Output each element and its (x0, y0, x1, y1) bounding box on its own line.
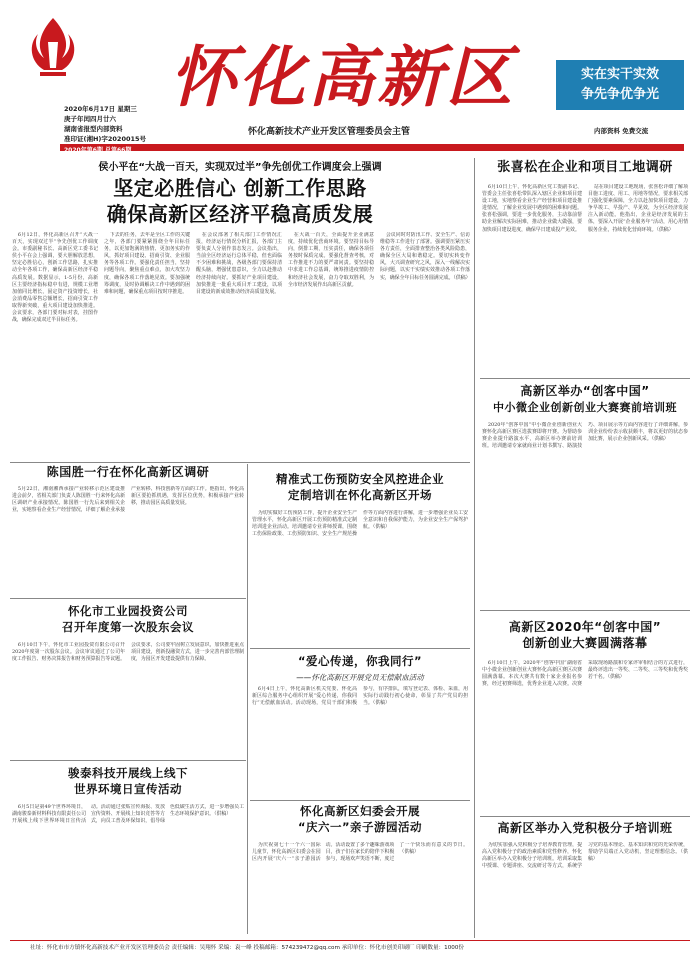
col-f-text-p: 为庆祝第七十一个六一国际儿童节，怀化高新区妇委会在园区内开展“庆六一”亲子游园活动。活动设置了多个趣味游戏项目，孩子们在家长的陪伴下积极参与，现场欢声笑语不断，度过了一个快乐而有意义的节日。（供稿） (252, 842, 468, 863)
masthead-title: 怀化高新区 (170, 38, 515, 116)
masthead-internal: 湖南省报型内部资料 (64, 125, 123, 133)
lead-headline-2: 确保高新区经济平稳高质发展 (106, 202, 374, 226)
col-a-text-p: 5月22日，湘南湘西承接产业转移示范区建设推进会前夕，省相关部门负责人陈国胜一行来怀化高新区调研产业承接情况。陈国胜一行先后来到相关企业，实地察看企业生产经营情况，详细了解企业承接产业转移、科技创新等方面的工作。他指出，怀化高新区要抢抓机遇，发挥区位优势，积极承接产业转移，推动园区高质量发展。 (12, 486, 244, 514)
right-bottom-text (482, 842, 688, 938)
right-divider-2 (480, 610, 690, 611)
col-e-text (12, 804, 244, 934)
mid-divider-v1 (247, 464, 248, 934)
flame-logo-icon (18, 12, 88, 84)
col-b-headline-1: 精准式工伤预防安全风控进企业 (276, 472, 444, 486)
masthead-permit: 准印证(湘H)字2020015号 (64, 135, 147, 143)
col-f-divider (250, 800, 470, 801)
col-d-subheadline: ——怀化高新区开展党员无偿献血活动 (296, 673, 424, 682)
col-b-text-p: 为切实做好工伤预防工作，提升企业安全生产管理水平，怀化高新区开展工伤预防精准式定制培训进企业活动。培训邀请专业讲师授课，围绕工伤保险政策、工伤预防知识、安全生产规范操作等方面内容进行讲解，进一步增强企业员工安全意识和自我保护能力，为企业安全生产保驾护航。（供稿） (252, 510, 468, 538)
masthead-date: 2020年6月17日 星期三 (64, 105, 137, 113)
masthead-red-bar (60, 144, 684, 151)
col-d-text (252, 686, 468, 796)
right-divider-1 (480, 378, 690, 379)
col-c-text-p: 6月10日下午，怀化市工业园投资有限公司召开2020年度第一次股东会议。会议审议通过了公司年度工作报告、财务决算报告和财务预算报告等议题。会议要求，公司要牢固树立发展意识，加快推进重点项目建设，创新投融资方式，进一步完善内部管理制度，为园区开发建设提供有力保障。 (12, 642, 244, 663)
right-top-col-2 (588, 184, 688, 374)
col-c-headline-2: 召开年度第一次股东会议 (62, 620, 194, 634)
mid-divider-top (10, 462, 470, 463)
footer-text: 社址：怀化市市方镇怀化高新技术产业开发区管理委员会 责任编辑：吴翔怀 采编：袁一峰 投稿邮箱：574239472@qq.com 承印单位：怀化市创美印刷厂 印刷数量：1000份 (30, 945, 464, 951)
logo (18, 12, 88, 84)
col-d-text-p: 6月4日上午，怀化高新区机关党委、怀化高新区综合服务中心组织开展“爱心传递，你我同行”无偿献血活动。活动现场，党员干部们积极参与，有序排队，填写登记表、体检、采血，用实际行动践行初心使命，彰显了共产党员的担当。（供稿） (252, 686, 468, 707)
slogan-box (556, 60, 684, 110)
lead-col-5-text: 会议同时对防汛工作、安全生产、信访维稳等工作进行了部署。强调要压紧压实各方责任，全面排查整治各类风险隐患，确保全区大局和谐稳定。要切实转变作风，大兴调查研究之风，深入一线解决实际问题，以实干实绩实效推动各项工作落实，确保全年目标任务圆满完成。（供稿） (380, 232, 470, 281)
right-mid-text-p: 2020年“创客中国”中小微企业创新创业大赛怀化高新区赛区选拔赛即将开赛。为帮助参赛企业提升路演水平，高新区举办赛前培训班。培训邀请专家就商业计划书撰写、路演技巧、项目展示等方面内容进行了详细讲解，参训企业纷纷表示收获颇丰，将以更好的状态参加比赛，展示企业创新风采。（供稿） (482, 422, 688, 450)
right-mid-text (482, 422, 688, 602)
right-bottom-text-p: 为切实加强入党积极分子培养教育管理，提高入党积极分子的政治素质和党性修养，怀化高新区举办入党积极分子培训班。培训采取集中授课、专题讲座、交流研讨等方式，系统学习党的基本理论、基本知识和党的光荣传统，帮助学员端正入党动机，坚定理想信念。（供稿） (482, 842, 688, 870)
lead-col-2 (104, 232, 190, 464)
lead-col-4-text: 在大战一百天，全面提升企业满意度，持续优化营商环境。要坚持目标导向，倒排工期，压实责任，确保各项任务按时保质完成。要强化督查考核，对工作推进不力的要严肃问责。要坚持稳中求进工作总基调，统筹推进疫情防控和经济社会发展，奋力夺取双胜利，为全市经济发展作出高新区贡献。 (288, 232, 374, 288)
lead-headline-1: 坚定必胜信心 创新工作思路 (113, 176, 367, 200)
masthead-sponsor: 怀化高新技术产业开发区管理委员会主管 (248, 127, 411, 137)
right-divider-3 (480, 816, 690, 817)
right-low-text (482, 660, 688, 810)
slogan-line-1: 实在实干实效 (580, 67, 659, 82)
lead-kicker: 侯小平在“大战一百天，实现双过半”争先创优工作调度会上强调 (98, 162, 382, 173)
footer-rule (10, 940, 690, 941)
col-f-text (252, 842, 468, 934)
col-b-headline-2: 定制培训在怀化高新区开场 (288, 488, 432, 502)
col-c-headline-1: 怀化市工业园投资公司 (68, 604, 188, 618)
col-e-headline-2: 世界环境日宣传活动 (74, 782, 182, 796)
right-bottom-headline: 高新区举办入党积极分子培训班 (497, 821, 673, 835)
col-d-divider (250, 648, 470, 649)
col-f-headline-2: “庆六一”亲子游园活动 (297, 820, 423, 834)
right-low-headline-2: 创新创业大赛圆满落幕 (522, 636, 648, 650)
slogan-line-2: 争先争优争光 (580, 87, 659, 102)
right-low-text-p: 6月10日上午，2020年“创客中国”湖南省中小微企业创新创业大赛怀化高新区赛区决赛圆满落幕。本次大赛共有数十家企业报名参赛，经过初赛筛选，优秀企业进入决赛。决赛采取现场路演和专家评审相结合的方式进行，最终评选出一等奖、二等奖、三等奖和优秀奖若干名。（供稿） (482, 660, 688, 688)
masthead-note: 内部资料 免费交流 (594, 127, 649, 135)
lead-col-1 (12, 232, 98, 464)
col-e-headline-1: 骏泰科技开展线上线下 (68, 766, 188, 780)
lead-col-4 (288, 232, 374, 464)
masthead-issue: 2020年第6期 总第66期 (64, 147, 132, 154)
lead-col-1-text: 6月12日，怀化高新区召开“大战一百天，实现双过半”争先创优工作调度会。市委副秘书长、高新区党工委书记侯小平在会上强调，要大胆解放思想，坚定必胜信心，创新工作思路，扎实推动全年各项工作，确保高新区经济平稳高质发展。数据显示，1-5月份，高新区主要经济指标稳中有进，规模工业增加值同比增长，固定资产投资增长，社会消费品零售总额增长，招商引资工作取得新突破，重大项目建设加快推进。会议要求，各部门要对标对表，挂图作战，确保完成双过半目标任务。 (12, 232, 98, 324)
right-top-col-2-text: 站在项目建设工地现场，张喜松详细了解项目施工进度、用工、用地等情况，要求相关部门强化要素保障，全力以赴加快项目建设，力争早竣工、早投产、早见效，为全区经济发展注入新动能。他指出，企业是经济发展的主体，要深入开展“企业服务年”活动，用心用情服务企业，持续优化营商环境。（供稿） (588, 184, 688, 233)
lead-col-3 (196, 232, 282, 464)
lead-col-3-text: 在会议部署了相关部门工作情况汇报，经济运行情况分析汇报，各部门主要负责人分别作表态发言。会议指出，当前全区经济运行总体平稳，但也面临不少困难和挑战，各级各部门要保持清醒头脑，增强忧患意识，全力以赴推动经济持续向好。要抓好产业项目建设，加快推进一批重大项目开工建设，以项目建设的新成效推动经济高质量发展。 (196, 232, 282, 295)
lead-col-2-text: 下去的任务，去年是全区工作的关键之年，各部门要紧紧围绕全年目标任务，以更加饱满的热情、更加务实的作风，抓好项目建设、招商引资、企业服务等各项工作。要强化责任担当，坚持问题导向，聚焦重点难点，加大攻坚力度，确保各项工作落地见效。要加强统筹调度，及时协调解决工作中遇到的困难和问题，确保重点项目按时序推进。 (104, 232, 190, 295)
col-e-divider (10, 760, 246, 761)
right-top-col-1-text: 6月10日上午，怀化高新区党工委副书记、管委会主任张喜松带队深入辖区企业和项目建设工地，实地察看企业生产经营和项目建设推进情况，了解企业发展中遇到的困难和问题。张喜松强调，要进一步优化服务，主动靠前帮助企业解决实际困难，推动企业做大做强，要加快项目建设进度，确保早日建成投产见效。 (482, 184, 582, 233)
right-mid-headline-1: 高新区举办“创客中国” (520, 384, 650, 398)
col-f-headline-1: 怀化高新区妇委会开展 (300, 804, 420, 818)
col-e-text-p: 6月5日是第49个世界环境日，湖南骏泰新材料科技有限责任公司开展线上线下世界环境日宣传活动。活动通过张贴宣传海报、发放宣传资料、开展线上知识竞答等方式，向员工普及环保知识，倡导绿色低碳生活方式，进一步增强员工生态环境保护意识。（供稿） (12, 804, 244, 825)
right-low-headline-1: 高新区2020年“创客中国” (508, 620, 662, 634)
vertical-divider (474, 158, 475, 938)
right-top-headline: 张喜松在企业和项目工地调研 (497, 160, 673, 175)
lead-col-5 (380, 232, 470, 464)
col-d-headline: “爱心传递，你我同行” (297, 654, 423, 668)
col-c-divider (10, 598, 246, 599)
right-mid-headline-2: 中小微企业创新创业大赛赛前培训班 (493, 401, 677, 414)
col-a-headline: 陈国胜一行在怀化高新区调研 (46, 465, 210, 479)
col-a-text (12, 486, 244, 596)
right-top-col-1 (482, 184, 582, 374)
col-c-text (12, 642, 244, 756)
masthead-lunar: 庚子年闰四月廿六 (64, 115, 116, 123)
col-b-text (252, 510, 468, 644)
